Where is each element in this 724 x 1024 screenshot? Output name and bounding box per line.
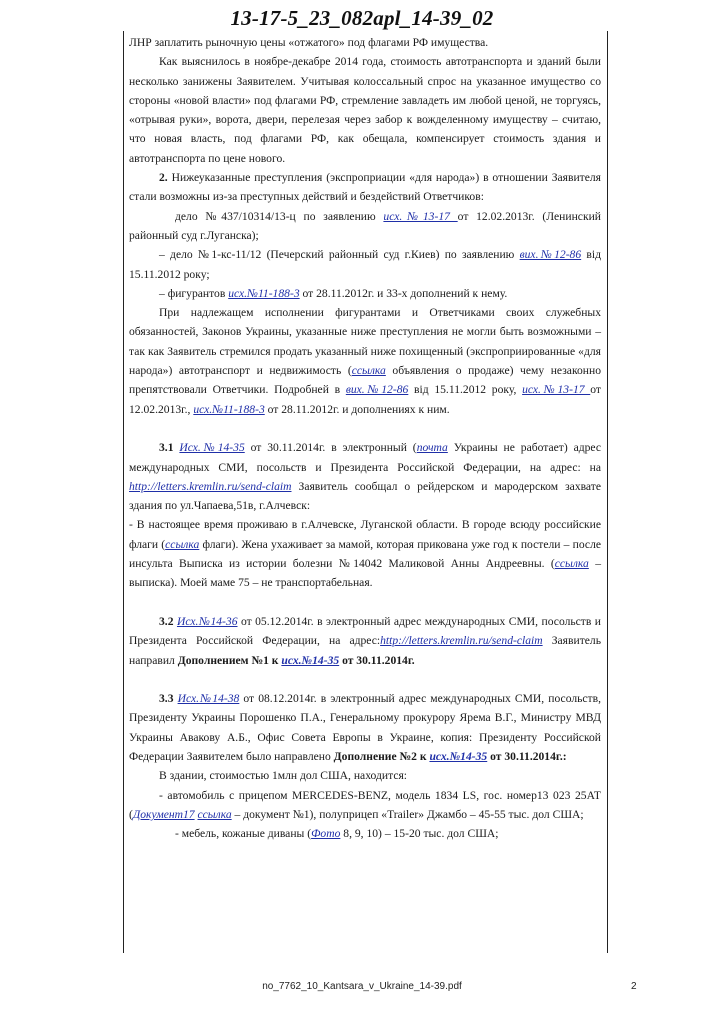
- paragraph: 2. Нижеуказанные преступления (экспроприации «для народа») в отношении Заявителя стали возможны из-за преступных действий и бездействий Ответчиков:: [129, 171, 601, 204]
- paragraph: 3.3 Исх.№14-38 от 08.12.2014г. в электронный адрес международных СМИ, посольств, Президенту Украины Порошенко П.А., Генеральному прокурору Ярема В.Г., Министру МВД Украины Авакову А.Б., Офис Совета Европы в Украине, копия: Президенту Российской Федерации Заявителем было направлено Дополнение №2 к исх.№14-35 от 30.11.2014г.:: [129, 692, 601, 763]
- document-link[interactable]: вих.№12-86: [519, 248, 582, 262]
- list-item: дело №437/10314/13-ц по заявлению исх.№13-17 от 12.02.2013г. (Ленинский районный суд г.Луганска);: [129, 209, 601, 242]
- document-link[interactable]: Исх.№14-38: [177, 692, 240, 706]
- paragraph: ЛНР заплатить рыночную цены «отжатого» под флагами РФ имущества.: [129, 36, 489, 49]
- reference-link[interactable]: ссылка: [351, 364, 386, 378]
- section-number: 3.1: [159, 441, 174, 455]
- document-body: [129, 33, 601, 843]
- reference-link[interactable]: ссылка: [165, 537, 200, 551]
- document-link[interactable]: Документ17: [132, 807, 195, 821]
- footer-filename: no_7762_10_Kantsara_v_Ukraine_14-39.pdf: [262, 981, 462, 992]
- spacer: [129, 670, 601, 689]
- document-link[interactable]: исх.№11-188-3: [228, 286, 300, 300]
- list-item: – фигурантов исх.№11-188-3 от 28.11.2012г. и 33-х дополнений к нему.: [159, 286, 508, 300]
- document-link[interactable]: исх.№14-35: [429, 749, 488, 763]
- document-link[interactable]: вих.№12-86: [345, 383, 409, 397]
- document-link[interactable]: исх.№13-17: [522, 383, 591, 397]
- document-link[interactable]: исх.№14-35: [281, 653, 340, 667]
- paragraph: Как выяснилось в ноябре-декабре 2014 года, стоимость автотранспорта и зданий были несколько занижены Заявителем. Учитывая колоссальный спрос на указанное имущество со стороны «новой власти» под флагами РФ, стремление завладеть им любой ценой, не торгуясь, «отрывая руки», ворота, двери, перелезая через забор к вожделенному имуществу – считаю, что новая власть, под флагами РФ, как обещала, компенсирует стоимость здания и автотранспорта по цене нового.: [129, 55, 601, 165]
- paragraph: 3.2 Исх.№14-36 от 05.12.2014г. в электронный адрес международных СМИ, посольств и Президента Российской Федерации, на адрес:http://letters.kremlin.ru/send-claim Заявитель направил Дополнением №1 к исх.№14-35 от 30.11.2014г.: [129, 614, 602, 667]
- spacer: [129, 593, 601, 612]
- photo-link[interactable]: Фото: [311, 827, 341, 841]
- paragraph: При надлежащем исполнении фигурантами и Ответчиками своих служебных обязанностей, Законов Украины, указанные ниже преступления не могли быть возможными – так как Заявитель стремился продать указанный ниже похищенный (экспроприированные «для народа») автотранспорт и недвижимость (ссылка объявления о продаже) чему незаконно препятствовали Ответчики. Подробней в вих.№12-86 від 15.11.2012 року, исх.№13-17 от 12.02.2013г., исх.№11-188-3 от 28.11.2012г. и дополнениях к ним.: [129, 306, 601, 416]
- paragraph: - В настоящее время проживаю в г.Алчевске, Луганской области. В городе всюду российские флаги (ссылка флаги). Жена ухаживает за мамой, которая прикована уже год к постели – после инсульта Выписка из истории болезни №14042 Маликовой Анны Андреевны. (ссылка – выписка). Моей маме 75 – не транспортабельная.: [129, 518, 601, 590]
- paragraph: 3.1 Исх.№14-35 от 30.11.2014г. в электронный (почта Украины не работает) адрес международных СМИ, посольств и Президента Российской Федерации, на адрес: на http://letters.kremlin.ru/send-claim Заявитель сообщал о рейдерском и мародерском захвате здания по ул.Чапаева,51в, г.Алчевск:: [129, 441, 602, 513]
- document-link[interactable]: Исх.№14-35: [179, 441, 245, 455]
- spacer: [129, 419, 601, 438]
- section-number: 3.3: [159, 692, 174, 706]
- reference-link[interactable]: почта: [416, 441, 448, 455]
- list-item: - мебель, кожаные диваны (Фото 8, 9, 10) – 15-20 тыс. дол США;: [175, 827, 499, 841]
- section-number: 2.: [159, 171, 168, 185]
- url-link[interactable]: http://letters.kremlin.ru/send-claim: [129, 479, 292, 493]
- section-number: 3.2: [159, 614, 174, 628]
- list-item: – дело №1-кс-11/12 (Печерский районный суд г.Киев) по заявлению вих.№12-86 від 15.11.2012 року;: [129, 248, 602, 281]
- document-link[interactable]: Исх.№14-36: [176, 614, 238, 628]
- reference-link[interactable]: ссылка: [554, 557, 589, 571]
- reference-link[interactable]: ссылка: [197, 807, 232, 821]
- url-link[interactable]: http://letters.kremlin.ru/send-claim: [380, 634, 543, 648]
- document-header-title: 13-17-5_23_082apl_14-39_02: [230, 6, 494, 30]
- list-item: - автомобиль с прицепом MERCEDES-BENZ, модель 1834 LS, гос. номер13 023 25АТ (Документ17 ссылка – документ №1), полуприцеп «Trailer» Джамбо – 45-55 тыс. дол США;: [129, 788, 601, 821]
- page-number: 2: [631, 981, 637, 992]
- document-link[interactable]: исх.№13-17: [383, 209, 458, 223]
- paragraph: В здании, стоимостью 1млн дол США, находится:: [159, 769, 408, 783]
- document-link[interactable]: исх.№11-188-3: [193, 402, 265, 416]
